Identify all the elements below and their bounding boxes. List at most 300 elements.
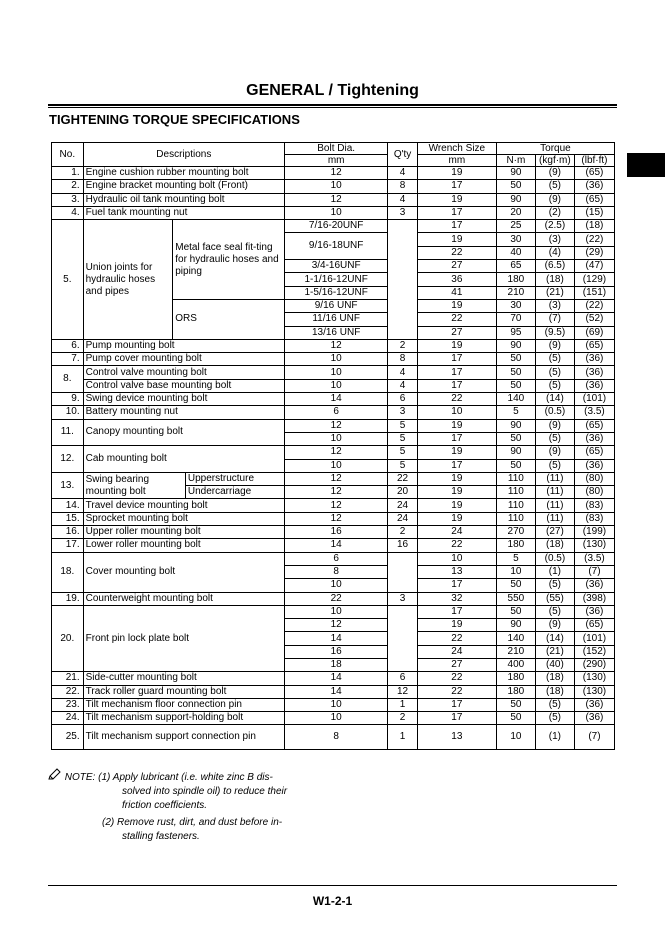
torque-nm: 70: [496, 313, 535, 326]
torque-lbfft: (101): [574, 393, 614, 406]
row-number: 12.: [52, 446, 84, 473]
torque-spec-table: [51, 142, 615, 750]
torque-kgfm: (9): [535, 339, 574, 352]
wrench-size: 22: [417, 539, 496, 552]
wrench-size: 13: [417, 565, 496, 578]
row-description: Canopy mounting bolt: [83, 419, 284, 446]
row-number: 4.: [52, 206, 84, 219]
torque-nm: 400: [496, 658, 535, 671]
table-row: [52, 180, 615, 193]
bolt-dia: 14: [285, 632, 388, 645]
torque-lbfft: (69): [574, 326, 614, 339]
row-description: Control valve base mounting bolt: [83, 379, 284, 392]
torque-nm: 10: [496, 725, 535, 750]
table-row: [52, 393, 615, 406]
wrench-size: 19: [417, 472, 496, 485]
torque-kgfm: (14): [535, 393, 574, 406]
bolt-dia: 10: [285, 353, 388, 366]
row-number: 24.: [52, 712, 84, 725]
wrench-size: 19: [417, 167, 496, 180]
qty: 6: [388, 672, 418, 685]
row-sub-description: Upperstructure: [185, 472, 284, 485]
table-row: [52, 167, 615, 180]
bolt-dia: 12: [285, 339, 388, 352]
torque-kgfm: (18): [535, 539, 574, 552]
torque-lbfft: (65): [574, 167, 614, 180]
bolt-dia: 14: [285, 393, 388, 406]
table-row: [52, 406, 615, 419]
wrench-size: 17: [417, 379, 496, 392]
note-text: Remove rust, dirt, and dust before in-: [117, 817, 283, 828]
bolt-dia: 13/16 UNF: [285, 326, 388, 339]
row-number: 21.: [52, 672, 84, 685]
torque-lbfft: (7): [574, 725, 614, 750]
torque-nm: 50: [496, 698, 535, 711]
row-description: Union joints for hydraulic hoses and pipes: [83, 220, 173, 340]
wrench-size: 32: [417, 592, 496, 605]
row-number: 7.: [52, 353, 84, 366]
table-row: [52, 339, 615, 352]
page-header-title: GENERAL / Tightening: [246, 82, 419, 99]
row-description: Travel device mounting bolt: [83, 499, 284, 512]
wrench-size: 27: [417, 658, 496, 671]
qty: 3: [388, 592, 418, 605]
qty: [388, 220, 418, 340]
section-title: TIGHTENING TORQUE SPECIFICATIONS: [49, 112, 300, 127]
bolt-dia: 10: [285, 379, 388, 392]
torque-kgfm: (9): [535, 193, 574, 206]
bolt-dia: 8: [285, 565, 388, 578]
row-description: Engine bracket mounting bolt (Front): [83, 180, 284, 193]
bolt-dia: 9/16 UNF: [285, 299, 388, 312]
bolt-dia: 12: [285, 446, 388, 459]
torque-nm: 270: [496, 526, 535, 539]
qty: 24: [388, 499, 418, 512]
torque-lbfft: (36): [574, 353, 614, 366]
row-number: 17.: [52, 539, 84, 552]
torque-kgfm: (3): [535, 299, 574, 312]
torque-kgfm: (11): [535, 472, 574, 485]
torque-nm: 140: [496, 393, 535, 406]
row-description: Pump mounting bolt: [83, 339, 284, 352]
torque-lbfft: (47): [574, 260, 614, 273]
header-lbfft: (lbf·ft): [574, 155, 614, 167]
wrench-size: 22: [417, 672, 496, 685]
wrench-size: 19: [417, 446, 496, 459]
bolt-dia: 6: [285, 552, 388, 565]
bolt-dia: 12: [285, 193, 388, 206]
torque-lbfft: (130): [574, 685, 614, 698]
torque-nm: 50: [496, 712, 535, 725]
row-number: 15.: [52, 512, 84, 525]
row-description: Upper roller mounting bolt: [83, 526, 284, 539]
row-description: Side-cutter mounting bolt: [83, 672, 284, 685]
torque-kgfm: (1): [535, 725, 574, 750]
torque-nm: 110: [496, 499, 535, 512]
bolt-dia: 10: [285, 366, 388, 379]
bolt-dia: 10: [285, 180, 388, 193]
torque-nm: 90: [496, 339, 535, 352]
table-row: [52, 206, 615, 219]
wrench-size: 22: [417, 632, 496, 645]
torque-kgfm: (18): [535, 273, 574, 286]
qty: 4: [388, 193, 418, 206]
torque-kgfm: (1): [535, 565, 574, 578]
qty: 1: [388, 725, 418, 750]
torque-lbfft: (36): [574, 432, 614, 445]
torque-kgfm: (5): [535, 379, 574, 392]
header-rule: [48, 104, 617, 106]
torque-nm: 180: [496, 672, 535, 685]
table-row: [52, 725, 615, 750]
bolt-dia: 22: [285, 592, 388, 605]
wrench-size: 17: [417, 459, 496, 472]
header-qty: Q'ty: [388, 143, 418, 167]
qty: 2: [388, 526, 418, 539]
torque-lbfft: (22): [574, 233, 614, 246]
torque-kgfm: (18): [535, 672, 574, 685]
torque-lbfft: (65): [574, 419, 614, 432]
table-row: [52, 193, 615, 206]
header-bolt-dia: Bolt Dia.: [285, 143, 388, 155]
torque-nm: 210: [496, 645, 535, 658]
row-description: Hydraulic oil tank mounting bolt: [83, 193, 284, 206]
torque-lbfft: (36): [574, 366, 614, 379]
row-number: 14.: [52, 499, 84, 512]
wrench-size: 17: [417, 206, 496, 219]
qty: [388, 552, 418, 592]
note-line: [48, 768, 348, 785]
torque-nm: 50: [496, 579, 535, 592]
table-row: [52, 446, 615, 459]
bolt-dia: 1-1/16-12UNF: [285, 273, 388, 286]
row-description: Cover mounting bolt: [83, 552, 284, 592]
torque-lbfft: (129): [574, 273, 614, 286]
wrench-size: 19: [417, 193, 496, 206]
torque-kgfm: (5): [535, 366, 574, 379]
note-line: [48, 816, 348, 830]
torque-lbfft: (3.5): [574, 552, 614, 565]
note-label: NOTE:: [64, 772, 96, 783]
bolt-dia: 10: [285, 432, 388, 445]
torque-kgfm: (5): [535, 579, 574, 592]
torque-nm: 180: [496, 273, 535, 286]
torque-lbfft: (80): [574, 472, 614, 485]
torque-nm: 180: [496, 685, 535, 698]
torque-nm: 550: [496, 592, 535, 605]
row-number: 19.: [52, 592, 84, 605]
table-row: [52, 526, 615, 539]
qty: 2: [388, 339, 418, 352]
row-number: 22.: [52, 685, 84, 698]
torque-nm: 95: [496, 326, 535, 339]
row-sub-description: ORS: [173, 299, 285, 339]
torque-kgfm: (5): [535, 712, 574, 725]
torque-nm: 5: [496, 552, 535, 565]
table-row: [52, 672, 615, 685]
qty: 20: [388, 486, 418, 499]
bolt-dia: 14: [285, 672, 388, 685]
torque-nm: 40: [496, 246, 535, 259]
row-description: Sprocket mounting bolt: [83, 512, 284, 525]
torque-lbfft: (18): [574, 220, 614, 233]
torque-lbfft: (398): [574, 592, 614, 605]
bolt-dia: 10: [285, 206, 388, 219]
torque-lbfft: (36): [574, 698, 614, 711]
wrench-size: 36: [417, 273, 496, 286]
row-description: Battery mounting nut: [83, 406, 284, 419]
row-description: Swing device mounting bolt: [83, 393, 284, 406]
torque-kgfm: (5): [535, 180, 574, 193]
torque-kgfm: (4): [535, 246, 574, 259]
qty: 4: [388, 366, 418, 379]
torque-lbfft: (36): [574, 579, 614, 592]
table-row: [52, 419, 615, 432]
bolt-dia: 12: [285, 619, 388, 632]
torque-kgfm: (18): [535, 685, 574, 698]
table-row: [52, 512, 615, 525]
torque-lbfft: (130): [574, 539, 614, 552]
torque-nm: 10: [496, 565, 535, 578]
qty: 5: [388, 446, 418, 459]
wrench-size: 17: [417, 180, 496, 193]
row-description: Tilt mechanism support connection pin: [83, 725, 284, 750]
table-header-row: [52, 143, 615, 155]
torque-nm: 140: [496, 632, 535, 645]
torque-nm: 5: [496, 406, 535, 419]
bolt-dia: 18: [285, 658, 388, 671]
row-description: Fuel tank mounting nut: [83, 206, 284, 219]
torque-lbfft: (83): [574, 499, 614, 512]
wrench-size: 10: [417, 552, 496, 565]
torque-kgfm: (5): [535, 698, 574, 711]
row-number: 6.: [52, 339, 84, 352]
torque-lbfft: (199): [574, 526, 614, 539]
header-rule-thin: [48, 107, 617, 108]
bolt-dia: 10: [285, 698, 388, 711]
qty: 16: [388, 539, 418, 552]
torque-nm: 50: [496, 432, 535, 445]
header-kgfm: (kgf·m): [535, 155, 574, 167]
wrench-size: 17: [417, 579, 496, 592]
wrench-size: 10: [417, 406, 496, 419]
wrench-size: 19: [417, 486, 496, 499]
torque-lbfft: (65): [574, 193, 614, 206]
torque-nm: 90: [496, 193, 535, 206]
qty: [388, 605, 418, 671]
torque-lbfft: (151): [574, 286, 614, 299]
torque-kgfm: (5): [535, 432, 574, 445]
row-number: 3.: [52, 193, 84, 206]
header-wrench-unit: mm: [417, 155, 496, 167]
torque-lbfft: (65): [574, 446, 614, 459]
wrench-size: 17: [417, 366, 496, 379]
wrench-size: 17: [417, 605, 496, 618]
bolt-dia: 12: [285, 419, 388, 432]
bolt-dia: 7/16-20UNF: [285, 220, 388, 233]
wrench-size: 22: [417, 685, 496, 698]
wrench-size: 19: [417, 512, 496, 525]
bolt-dia: 16: [285, 645, 388, 658]
row-description: Lower roller mounting bolt: [83, 539, 284, 552]
note-number: (2): [102, 817, 115, 828]
torque-lbfft: (290): [574, 658, 614, 671]
torque-kgfm: (5): [535, 353, 574, 366]
bolt-dia: 1-5/16-12UNF: [285, 286, 388, 299]
bolt-dia: 10: [285, 459, 388, 472]
header-descriptions: Descriptions: [83, 143, 284, 167]
row-description: Swing bearing mounting bolt: [83, 472, 185, 499]
torque-nm: 110: [496, 486, 535, 499]
torque-kgfm: (9): [535, 446, 574, 459]
row-description: Control valve mounting bolt: [83, 366, 284, 379]
qty: 8: [388, 180, 418, 193]
torque-lbfft: (65): [574, 619, 614, 632]
row-number: 20.: [52, 605, 84, 671]
qty: 22: [388, 472, 418, 485]
row-description: Pump cover mounting bolt: [83, 353, 284, 366]
qty: 4: [388, 167, 418, 180]
row-number: 25.: [52, 725, 84, 750]
torque-kgfm: (40): [535, 658, 574, 671]
torque-lbfft: (83): [574, 512, 614, 525]
row-description: Engine cushion rubber mounting bolt: [83, 167, 284, 180]
wrench-size: 19: [417, 419, 496, 432]
torque-kgfm: (14): [535, 632, 574, 645]
torque-lbfft: (15): [574, 206, 614, 219]
torque-nm: 30: [496, 299, 535, 312]
wrench-size: 22: [417, 393, 496, 406]
qty: 5: [388, 459, 418, 472]
qty: 1: [388, 698, 418, 711]
row-number: 18.: [52, 552, 84, 592]
row-number: 11.: [52, 419, 84, 446]
wrench-size: 27: [417, 260, 496, 273]
row-number: 9.: [52, 393, 84, 406]
bolt-dia: 12: [285, 486, 388, 499]
wrench-size: 22: [417, 246, 496, 259]
torque-nm: 50: [496, 180, 535, 193]
torque-lbfft: (101): [574, 632, 614, 645]
wrench-size: 22: [417, 313, 496, 326]
torque-lbfft: (29): [574, 246, 614, 259]
bolt-dia: 14: [285, 685, 388, 698]
row-number: 5.: [52, 220, 84, 340]
wrench-size: 19: [417, 499, 496, 512]
wrench-size: 17: [417, 432, 496, 445]
torque-nm: 90: [496, 167, 535, 180]
qty: 3: [388, 406, 418, 419]
header-torque: Torque: [496, 143, 614, 155]
torque-lbfft: (7): [574, 565, 614, 578]
torque-kgfm: (7): [535, 313, 574, 326]
bolt-dia: 11/16 UNF: [285, 313, 388, 326]
torque-nm: 50: [496, 366, 535, 379]
torque-lbfft: (22): [574, 299, 614, 312]
bolt-dia: 12: [285, 499, 388, 512]
torque-kgfm: (11): [535, 499, 574, 512]
row-description: Counterweight mounting bolt: [83, 592, 284, 605]
wrench-size: 24: [417, 526, 496, 539]
qty: 6: [388, 393, 418, 406]
torque-kgfm: (5): [535, 459, 574, 472]
qty: 8: [388, 353, 418, 366]
header-wrench-size: Wrench Size: [417, 143, 496, 155]
torque-kgfm: (9): [535, 619, 574, 632]
wrench-size: 19: [417, 233, 496, 246]
page-number: W1-2-1: [312, 894, 353, 908]
torque-kgfm: (21): [535, 286, 574, 299]
torque-nm: 110: [496, 512, 535, 525]
note-number: (1): [98, 772, 111, 783]
wrench-size: 17: [417, 698, 496, 711]
bolt-dia: 12: [285, 512, 388, 525]
table-row: [52, 472, 615, 485]
torque-nm: 50: [496, 379, 535, 392]
table-row: [52, 605, 615, 618]
header-no: No.: [52, 143, 84, 167]
table-row: [52, 379, 615, 392]
bolt-dia: 16: [285, 526, 388, 539]
table-row: [52, 499, 615, 512]
torque-kgfm: (9.5): [535, 326, 574, 339]
bolt-dia: 14: [285, 539, 388, 552]
wrench-size: 17: [417, 712, 496, 725]
table-row: [52, 712, 615, 725]
row-description: Front pin lock plate bolt: [83, 605, 284, 671]
section-tab-marker: [627, 153, 665, 177]
torque-lbfft: (3.5): [574, 406, 614, 419]
qty: 24: [388, 512, 418, 525]
header-nm: N·m: [496, 155, 535, 167]
bolt-dia: 12: [285, 472, 388, 485]
note-text: stalling fasteners.: [122, 831, 200, 842]
table-row: [52, 552, 615, 565]
torque-lbfft: (36): [574, 180, 614, 193]
wrench-size: 19: [417, 339, 496, 352]
torque-lbfft: (52): [574, 313, 614, 326]
row-description: Cab mounting bolt: [83, 446, 284, 473]
torque-lbfft: (152): [574, 645, 614, 658]
note-text: Apply lubricant (i.e. white zinc B dis-: [112, 772, 273, 783]
torque-kgfm: (27): [535, 526, 574, 539]
torque-kgfm: (9): [535, 419, 574, 432]
bolt-dia: 12: [285, 167, 388, 180]
table-row: [52, 366, 615, 379]
torque-lbfft: (130): [574, 672, 614, 685]
row-number: 8.: [52, 366, 84, 393]
torque-kgfm: (3): [535, 233, 574, 246]
row-description: Tilt mechanism support-holding bolt: [83, 712, 284, 725]
torque-nm: 30: [496, 233, 535, 246]
bolt-dia: 3/4-16UNF: [285, 260, 388, 273]
wrench-size: 17: [417, 353, 496, 366]
pencil-icon: [48, 768, 62, 785]
bolt-dia: 10: [285, 712, 388, 725]
torque-kgfm: (6.5): [535, 260, 574, 273]
torque-kgfm: (9): [535, 167, 574, 180]
note-text: friction coefficients.: [122, 800, 208, 811]
bolt-dia: 10: [285, 605, 388, 618]
torque-nm: 210: [496, 286, 535, 299]
torque-kgfm: (0.5): [535, 406, 574, 419]
torque-nm: 110: [496, 472, 535, 485]
wrench-size: 41: [417, 286, 496, 299]
torque-nm: 50: [496, 353, 535, 366]
row-sub-description: Metal face seal fit-ting for hydraulic hoses and piping: [173, 220, 285, 300]
bolt-dia: 8: [285, 725, 388, 750]
table-row: [52, 698, 615, 711]
